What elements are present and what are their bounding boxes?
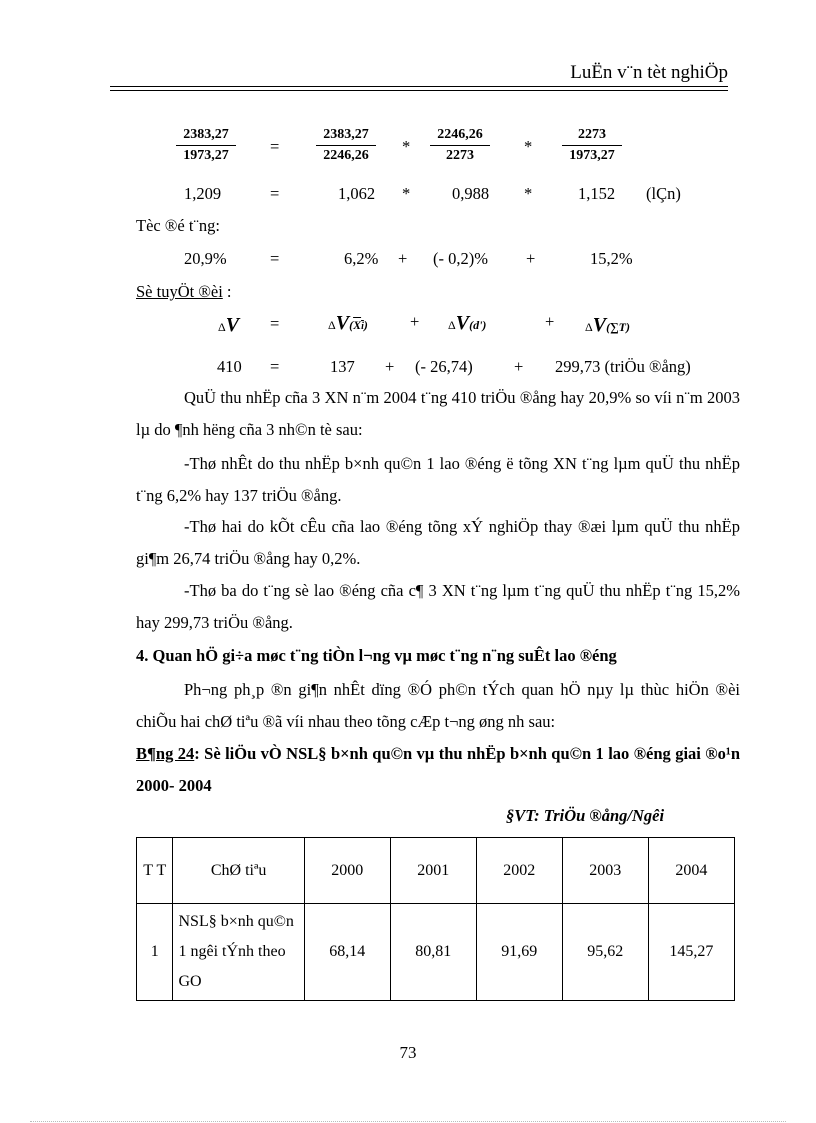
- sigma-symbol: ∑: [610, 320, 619, 334]
- ratio-factor-2: 0,988: [452, 184, 490, 203]
- row-stt: 1: [137, 904, 173, 1001]
- speed-factor-2: (- 0,2)%: [433, 249, 488, 268]
- ratio-unit: (lÇn): [646, 184, 681, 203]
- unit-note: §VT: TriÖu ®ång/Ngêi: [506, 806, 665, 825]
- data-table: [136, 837, 735, 1001]
- delta-v: V: [225, 314, 240, 336]
- multiply-sign: *: [524, 137, 533, 156]
- abs-factor-1: 137: [330, 357, 355, 376]
- page-number: 73: [399, 1043, 417, 1062]
- header-rule-top: [110, 86, 728, 87]
- fraction-3-denominator: 2273: [446, 148, 474, 163]
- ratio-total: 1,209: [184, 184, 222, 203]
- header-rule-bottom: [110, 90, 728, 91]
- paragraph-factor-3: -Thø ba do t¨ng sè lao ®éng cña c¶ 3 XN t¨ng lµm t¨ng quÜ thu nhËp t¨ng 15,2% hay 299,73 triÖu ®ång.: [136, 581, 740, 632]
- speed-factor-1: 6,2%: [344, 249, 379, 268]
- table-header-row: [137, 838, 735, 904]
- paragraph-method: Ph¬ng ph¸p ®n gi¶n nhÊt dïng ®Ó ph©n tÝch quan hÖ nµy lµ thùc hiÖn ®èi chiÕu hai chØ tiªu ®ã víi nhau theo tõng cÆp t¬ng øng nh sau:: [136, 680, 740, 731]
- row-indicator: NSL§ b×nh qu©n 1 ngêi tÝnh theo GO: [173, 904, 304, 1001]
- d-symbol: d: [473, 318, 480, 332]
- delta-v: V: [335, 312, 350, 334]
- fraction-4: [562, 127, 622, 164]
- row-value: 145,27: [648, 904, 734, 1001]
- fraction-3-numerator: 2246,26: [430, 127, 490, 146]
- fraction-1-denominator: 1973,27: [183, 148, 229, 163]
- paragraph-factor-1: -Thø nhÊt do thu nhËp b×nh qu©n 1 lao ®éng ë tõng XN t¨ng lµm quÜ thu nhËp t¨ng 6,2% hay 137 triÖu ®ång.: [136, 454, 740, 505]
- abs-total: 410: [217, 357, 242, 376]
- plus-sign: +: [526, 249, 536, 268]
- table-caption-text: : Sè liÖu vÒ NSL§ b×nh qu©n vµ thu nhËp b×nh qu©n 1 lao ®éng giai ®o¹n 2000- 2004: [136, 744, 740, 795]
- table-row: [137, 904, 735, 1001]
- equals-sign: =: [270, 184, 280, 203]
- fraction-3: [430, 127, 490, 164]
- x-bar-symbol: X: [353, 318, 362, 332]
- absolute-label-text: Sè tuyÖt ®èi: [136, 282, 223, 301]
- page-edge-dotted-line: [30, 1121, 786, 1122]
- plus-sign: +: [514, 357, 524, 376]
- multiply-sign: *: [402, 137, 411, 156]
- row-value: 80,81: [390, 904, 476, 1001]
- header-year: 2001: [390, 838, 476, 904]
- delta-v: V: [592, 314, 607, 336]
- table-caption-label: B¶ng 24: [136, 744, 195, 763]
- fraction-4-denominator: 1973,27: [569, 148, 615, 163]
- header-year: 2002: [476, 838, 562, 904]
- row-value: 95,62: [562, 904, 648, 1001]
- absolute-label: [136, 282, 232, 302]
- plus-sign: +: [545, 312, 555, 331]
- header-stt: T T: [137, 838, 173, 904]
- plus-sign: +: [410, 312, 420, 331]
- table-caption: [136, 738, 740, 801]
- fraction-2-denominator: 2246,26: [323, 148, 369, 163]
- multiply-sign: *: [524, 184, 533, 203]
- header-year: 2000: [304, 838, 390, 904]
- header-year: 2003: [562, 838, 648, 904]
- multiply-sign: *: [402, 184, 411, 203]
- speed-label: Tèc ®é t¨ng:: [136, 216, 220, 235]
- absolute-label-colon: :: [226, 282, 232, 301]
- abs-factor-2: (- 26,74): [415, 357, 473, 376]
- speed-total: 20,9%: [184, 249, 227, 268]
- row-value: 91,69: [476, 904, 562, 1001]
- paragraph-factor-2: -Thø hai do kÕt cÊu cña lao ®éng tõng xÝ nghiÖp thay ®æi lµm quÜ thu nhËp gi¶m 26,74 triÖu ®ång hay 0,2%.: [136, 517, 740, 568]
- plus-sign: +: [398, 249, 408, 268]
- row-value: 68,14: [304, 904, 390, 1001]
- delta-d-term: ΔV(d'): [448, 312, 487, 334]
- t-symbol: T: [618, 320, 626, 334]
- equals-sign: =: [270, 249, 280, 268]
- equals-sign: =: [270, 314, 280, 333]
- delta-v: V: [455, 312, 470, 334]
- section-heading: 4. Quan hÖ gi÷a møc t¨ng tiÒn l¬ng vµ møc t¨ng n¨ng suÊt lao ®éng: [136, 646, 617, 665]
- equals-sign: =: [270, 357, 280, 376]
- equals-sign: =: [270, 137, 280, 156]
- running-header: LuËn v¨n tèt nghiÖp: [570, 62, 728, 83]
- delta-x-term: ΔV(Xi): [328, 312, 368, 334]
- plus-sign: +: [385, 357, 395, 376]
- header-year: 2004: [648, 838, 734, 904]
- ratio-factor-3: 1,152: [578, 184, 616, 203]
- fraction-4-numerator: 2273: [562, 127, 622, 146]
- speed-factor-3: 15,2%: [590, 249, 633, 268]
- fraction-1: [176, 127, 236, 164]
- fraction-1-numerator: 2383,27: [176, 127, 236, 146]
- ratio-factor-1: 1,062: [338, 184, 376, 203]
- fraction-2: [316, 127, 376, 164]
- delta-total: ΔV: [218, 314, 240, 336]
- x-subscript: i: [361, 321, 364, 332]
- abs-factor-3: 299,73 (triÖu ®ång): [555, 357, 691, 376]
- paragraph-summary: QuÜ thu nhËp cña 3 XN n¨m 2004 t¨ng 410 triÖu ®ång hay 20,9% so víi n¨m 2003 lµ do ¶nh hëng cña 3 nh©n tè sau:: [136, 388, 740, 439]
- fraction-2-numerator: 2383,27: [316, 127, 376, 146]
- header-indicator: ChØ tiªu: [173, 838, 304, 904]
- delta-sum-term: ΔV(∑T): [585, 314, 630, 336]
